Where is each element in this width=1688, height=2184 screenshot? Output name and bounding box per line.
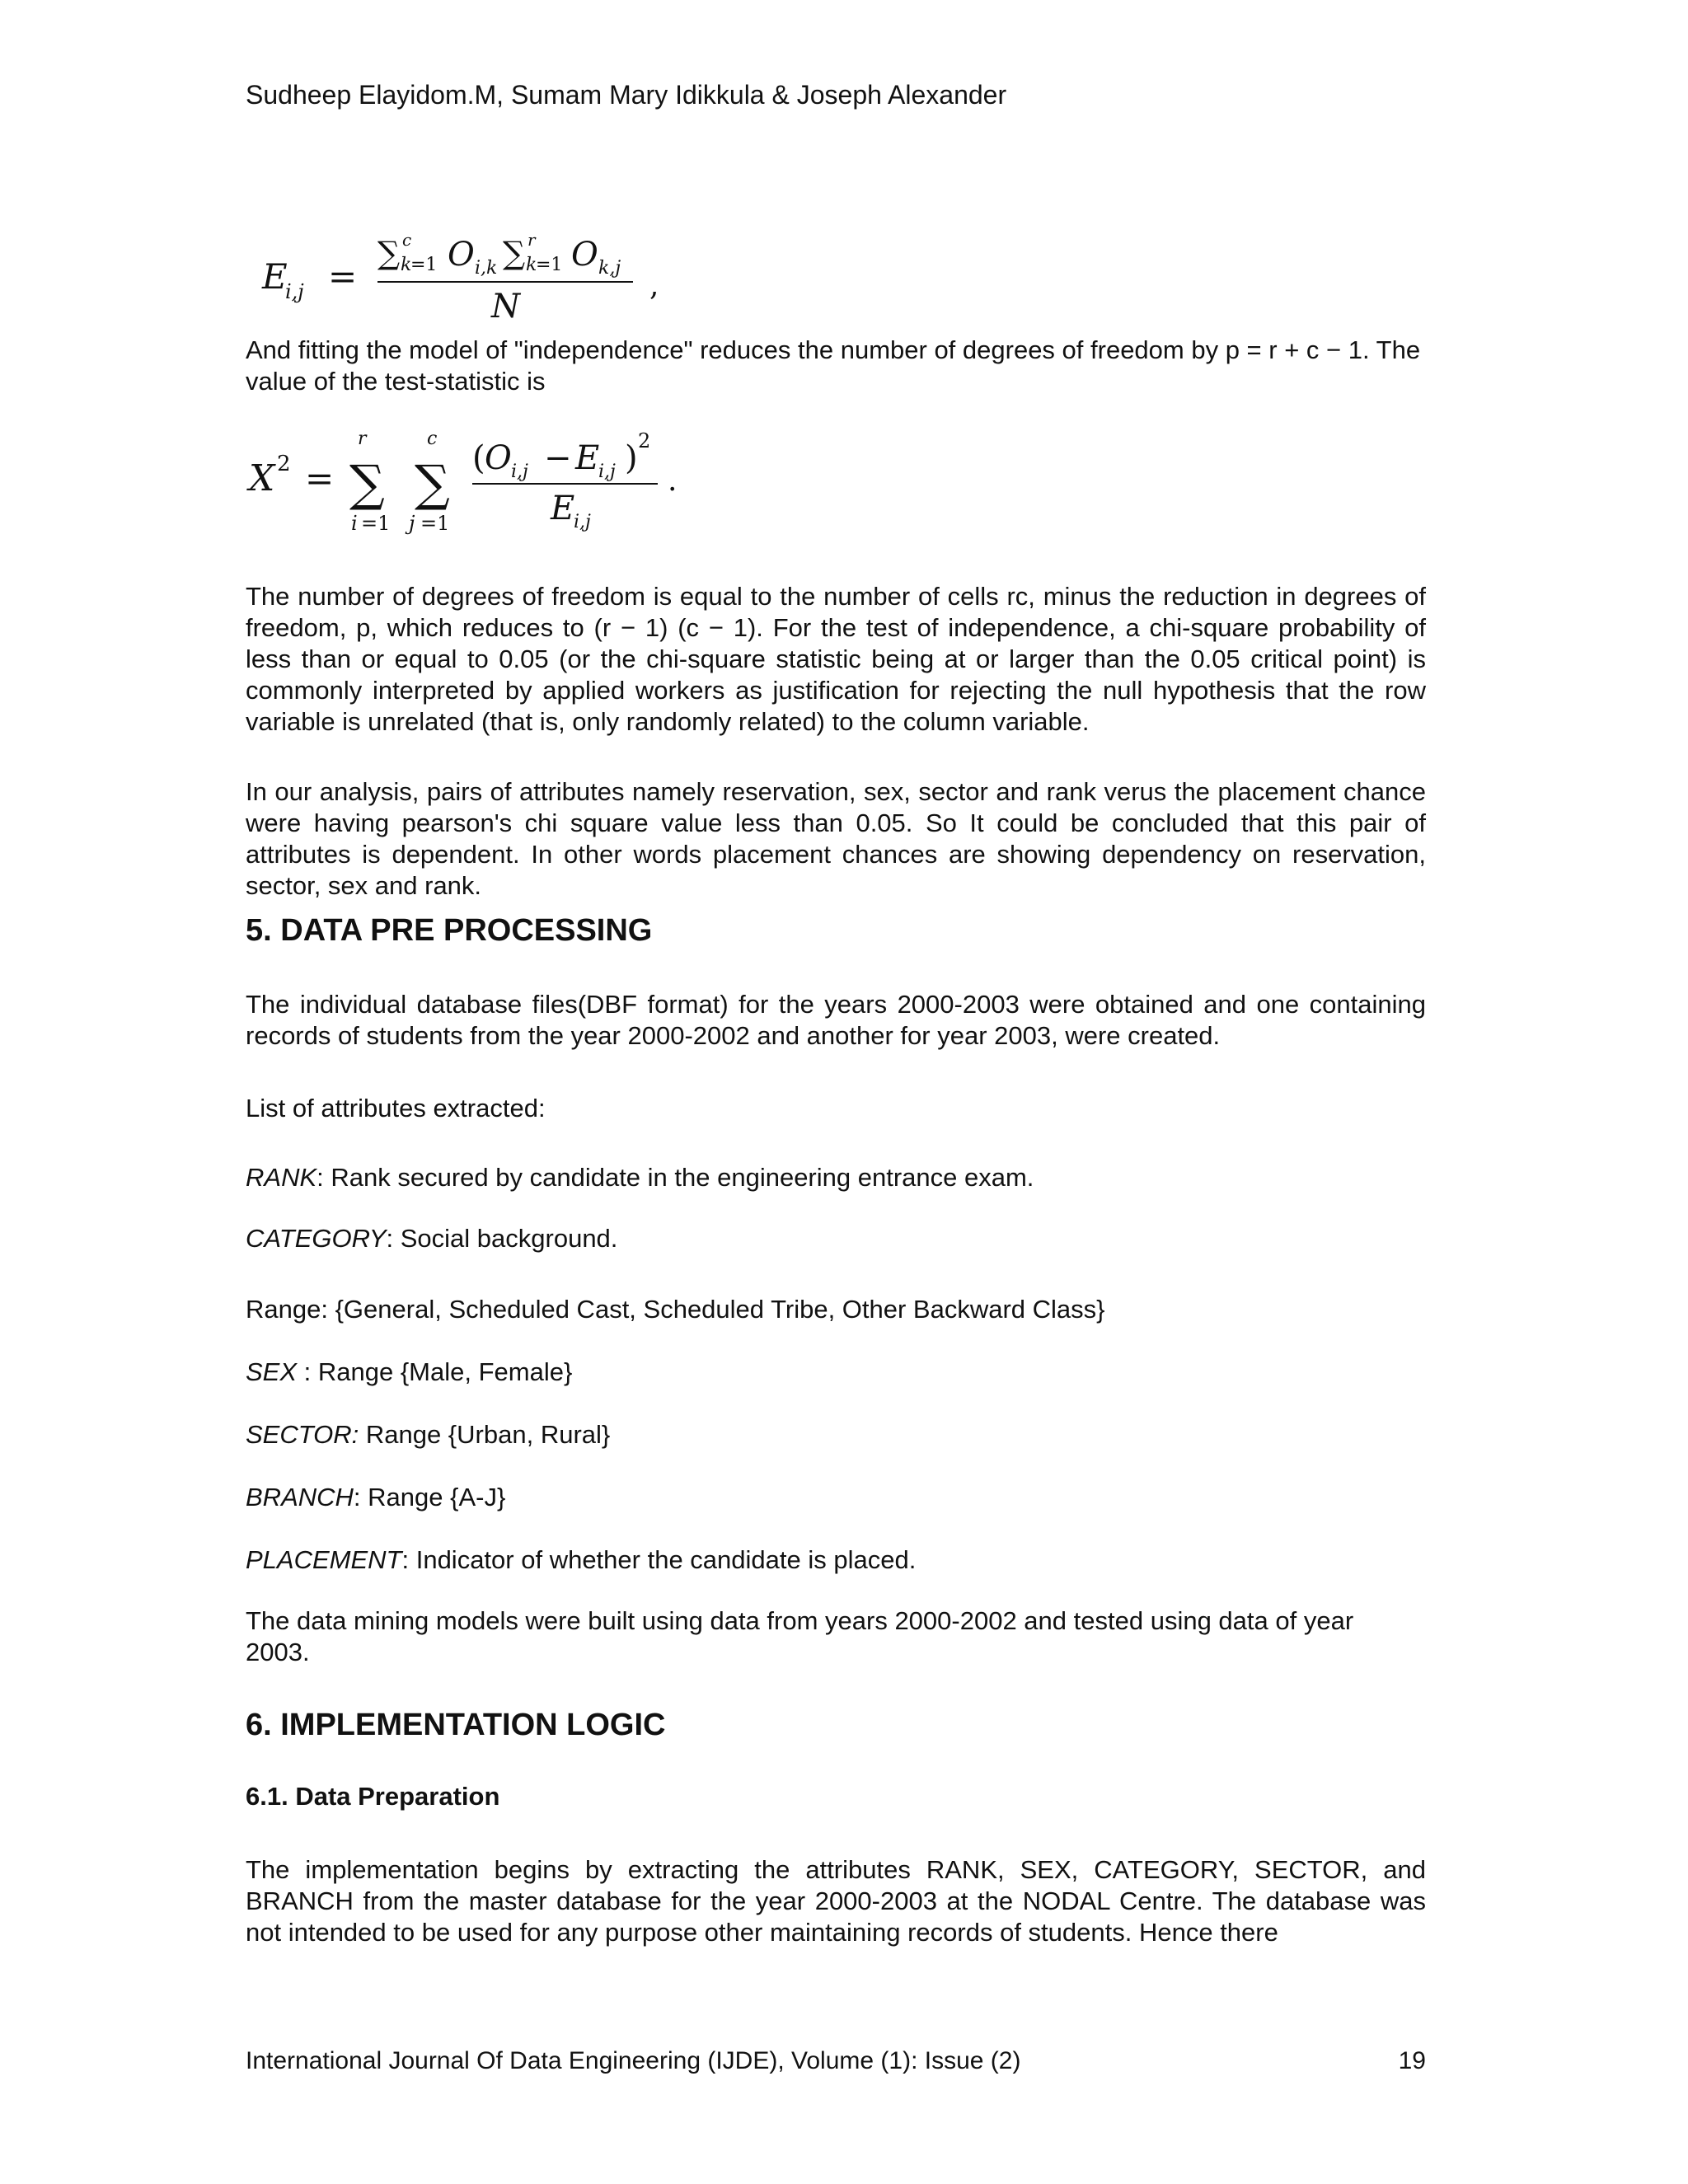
- paragraph-analysis: In our analysis, pairs of attributes namely reservation, sex, sector and rank verus the placement chance were having pearson's chi square value less than 0.05. So It could be concluded that this pair of attributes is dependent. In other words placement chances are showing dependency on reservation, sector, sex and rank.: [246, 777, 1426, 900]
- svg-text:i: i: [351, 512, 358, 535]
- svg-text:=1: =1: [420, 512, 450, 535]
- chi-square-statistic-equation: [246, 424, 773, 540]
- svg-text:∑: ∑: [349, 455, 385, 513]
- attribute-rank-desc: : Rank secured by candidate in the engineering entrance exam.: [316, 1163, 1034, 1192]
- svg-text:∑: ∑: [377, 235, 401, 271]
- attribute-sector-desc: Range {Urban, Rural}: [359, 1420, 611, 1449]
- svg-text:=1: =1: [410, 255, 438, 275]
- attribute-category-range: Range: {General, Scheduled Cast, Scheduled Tribe, Other Backward Class}: [246, 1295, 1105, 1324]
- attribute-placement-name: PLACEMENT: [246, 1545, 402, 1574]
- section-6-heading: 6. IMPLEMENTATION LOGIC: [246, 1708, 666, 1742]
- svg-text:c: c: [427, 429, 438, 449]
- attribute-category-desc: : Social background.: [386, 1224, 618, 1253]
- svg-text:∑: ∑: [415, 455, 450, 513]
- attribute-branch-name: BRANCH: [246, 1483, 354, 1511]
- svg-text:r: r: [528, 230, 536, 250]
- svg-text:E: E: [262, 256, 288, 297]
- svg-text:2: 2: [277, 452, 291, 476]
- svg-text:i,k: i,k: [475, 258, 498, 279]
- svg-text:∑: ∑: [503, 235, 526, 271]
- svg-text:O: O: [485, 439, 512, 477]
- attribute-sector-name: SECTOR:: [246, 1420, 359, 1449]
- svg-text:E: E: [575, 439, 600, 477]
- attribute-placement-desc: : Indicator of whether the candidate is placed.: [401, 1545, 917, 1574]
- svg-text:=: =: [305, 458, 335, 499]
- attribute-branch-desc: : Range {A-J}: [353, 1483, 506, 1511]
- svg-text:k: k: [526, 255, 537, 275]
- running-header: Sudheep Elayidom.M, Sumam Mary Idikkula & Joseph Alexander: [246, 80, 1007, 110]
- journal-citation: International Journal Of Data Engineering (IJDE), Volume (1): Issue (2): [246, 2047, 1021, 2074]
- attribute-category: [246, 1223, 1426, 1254]
- paragraph-models: The data mining models were built using data from years 2000-2002 and tested using data of year 2003.: [246, 1606, 1354, 1666]
- svg-text:.: .: [668, 464, 678, 498]
- svg-text:i,j: i,j: [511, 462, 528, 482]
- attributes-list-intro: List of attributes extracted:: [246, 1094, 546, 1122]
- section-5-heading: 5. DATA PRE PROCESSING: [246, 913, 653, 948]
- svg-text:i,j: i,j: [285, 280, 304, 303]
- svg-text:r: r: [358, 429, 367, 449]
- svg-text:(: (: [472, 439, 485, 477]
- svg-text:=: =: [328, 256, 358, 297]
- attribute-sex-desc: : Range {Male, Female}: [297, 1357, 573, 1386]
- svg-text:O: O: [571, 236, 598, 274]
- attribute-sector: [246, 1419, 1426, 1451]
- attribute-sex-name: SEX: [246, 1357, 298, 1386]
- svg-text:i,j: i,j: [598, 462, 616, 482]
- attribute-category-name: CATEGORY: [246, 1224, 387, 1253]
- attribute-placement: [246, 1544, 1426, 1576]
- subsection-6-1-heading: 6.1. Data Preparation: [246, 1782, 500, 1811]
- attribute-rank: [246, 1162, 1426, 1193]
- page-footer: [246, 2047, 1426, 2075]
- attribute-rank-name: RANK: [246, 1163, 317, 1192]
- expected-frequency-equation: [246, 223, 773, 330]
- svg-text:O: O: [448, 236, 475, 274]
- svg-text:,: ,: [649, 269, 659, 302]
- paragraph-data-files: The individual database files(DBF format) for the years 2000-2003 were obtained and one containing records of students from the year 2000-2002 and another for year 2003, were created.: [246, 990, 1426, 1050]
- paragraph-implementation: The implementation begins by extracting the attributes RANK, SEX, CATEGORY, SECTOR, and BRANCH from the master database for the year 2000-2003 at the NODAL Centre. The database was not intended to be used for any purpose other maintaining records of students. Hence there: [246, 1855, 1426, 1947]
- svg-text:k: k: [401, 255, 412, 275]
- svg-text:=1: =1: [361, 512, 391, 535]
- page-number: 19: [1398, 2047, 1426, 2074]
- attribute-sex: [246, 1357, 1426, 1388]
- svg-text:k,j: k,j: [598, 258, 621, 279]
- svg-text:N: N: [491, 288, 520, 326]
- svg-text:=1: =1: [536, 255, 563, 275]
- paragraph-freedom-reduction: And fitting the model of "independence" reduces the number of degrees of freedom by p = r + c − 1. The value of the test-statistic is: [246, 335, 1421, 396]
- svg-text:X: X: [249, 457, 275, 499]
- attribute-branch: [246, 1482, 1426, 1513]
- svg-text:i,j: i,j: [574, 512, 591, 532]
- svg-text:−: −: [544, 439, 572, 477]
- svg-text:2: 2: [638, 429, 651, 452]
- svg-text:j: j: [409, 512, 415, 535]
- svg-text:): ): [625, 439, 638, 477]
- svg-text:E: E: [551, 490, 575, 527]
- paragraph-degrees-of-freedom: The number of degrees of freedom is equal to the number of cells rc, minus the reduction in degrees of freedom, p, which reduces to (r − 1) (c − 1). For the test of independence, a chi-square probability of less than or equal to 0.05 (or the chi-square statistic being at or larger than the 0.05 critical point) is commonly interpreted by applied workers as justification for rejecting the null hypothesis that the row variable is unrelated (that is, only randomly related) to the column variable.: [246, 582, 1426, 736]
- svg-text:c: c: [402, 230, 412, 250]
